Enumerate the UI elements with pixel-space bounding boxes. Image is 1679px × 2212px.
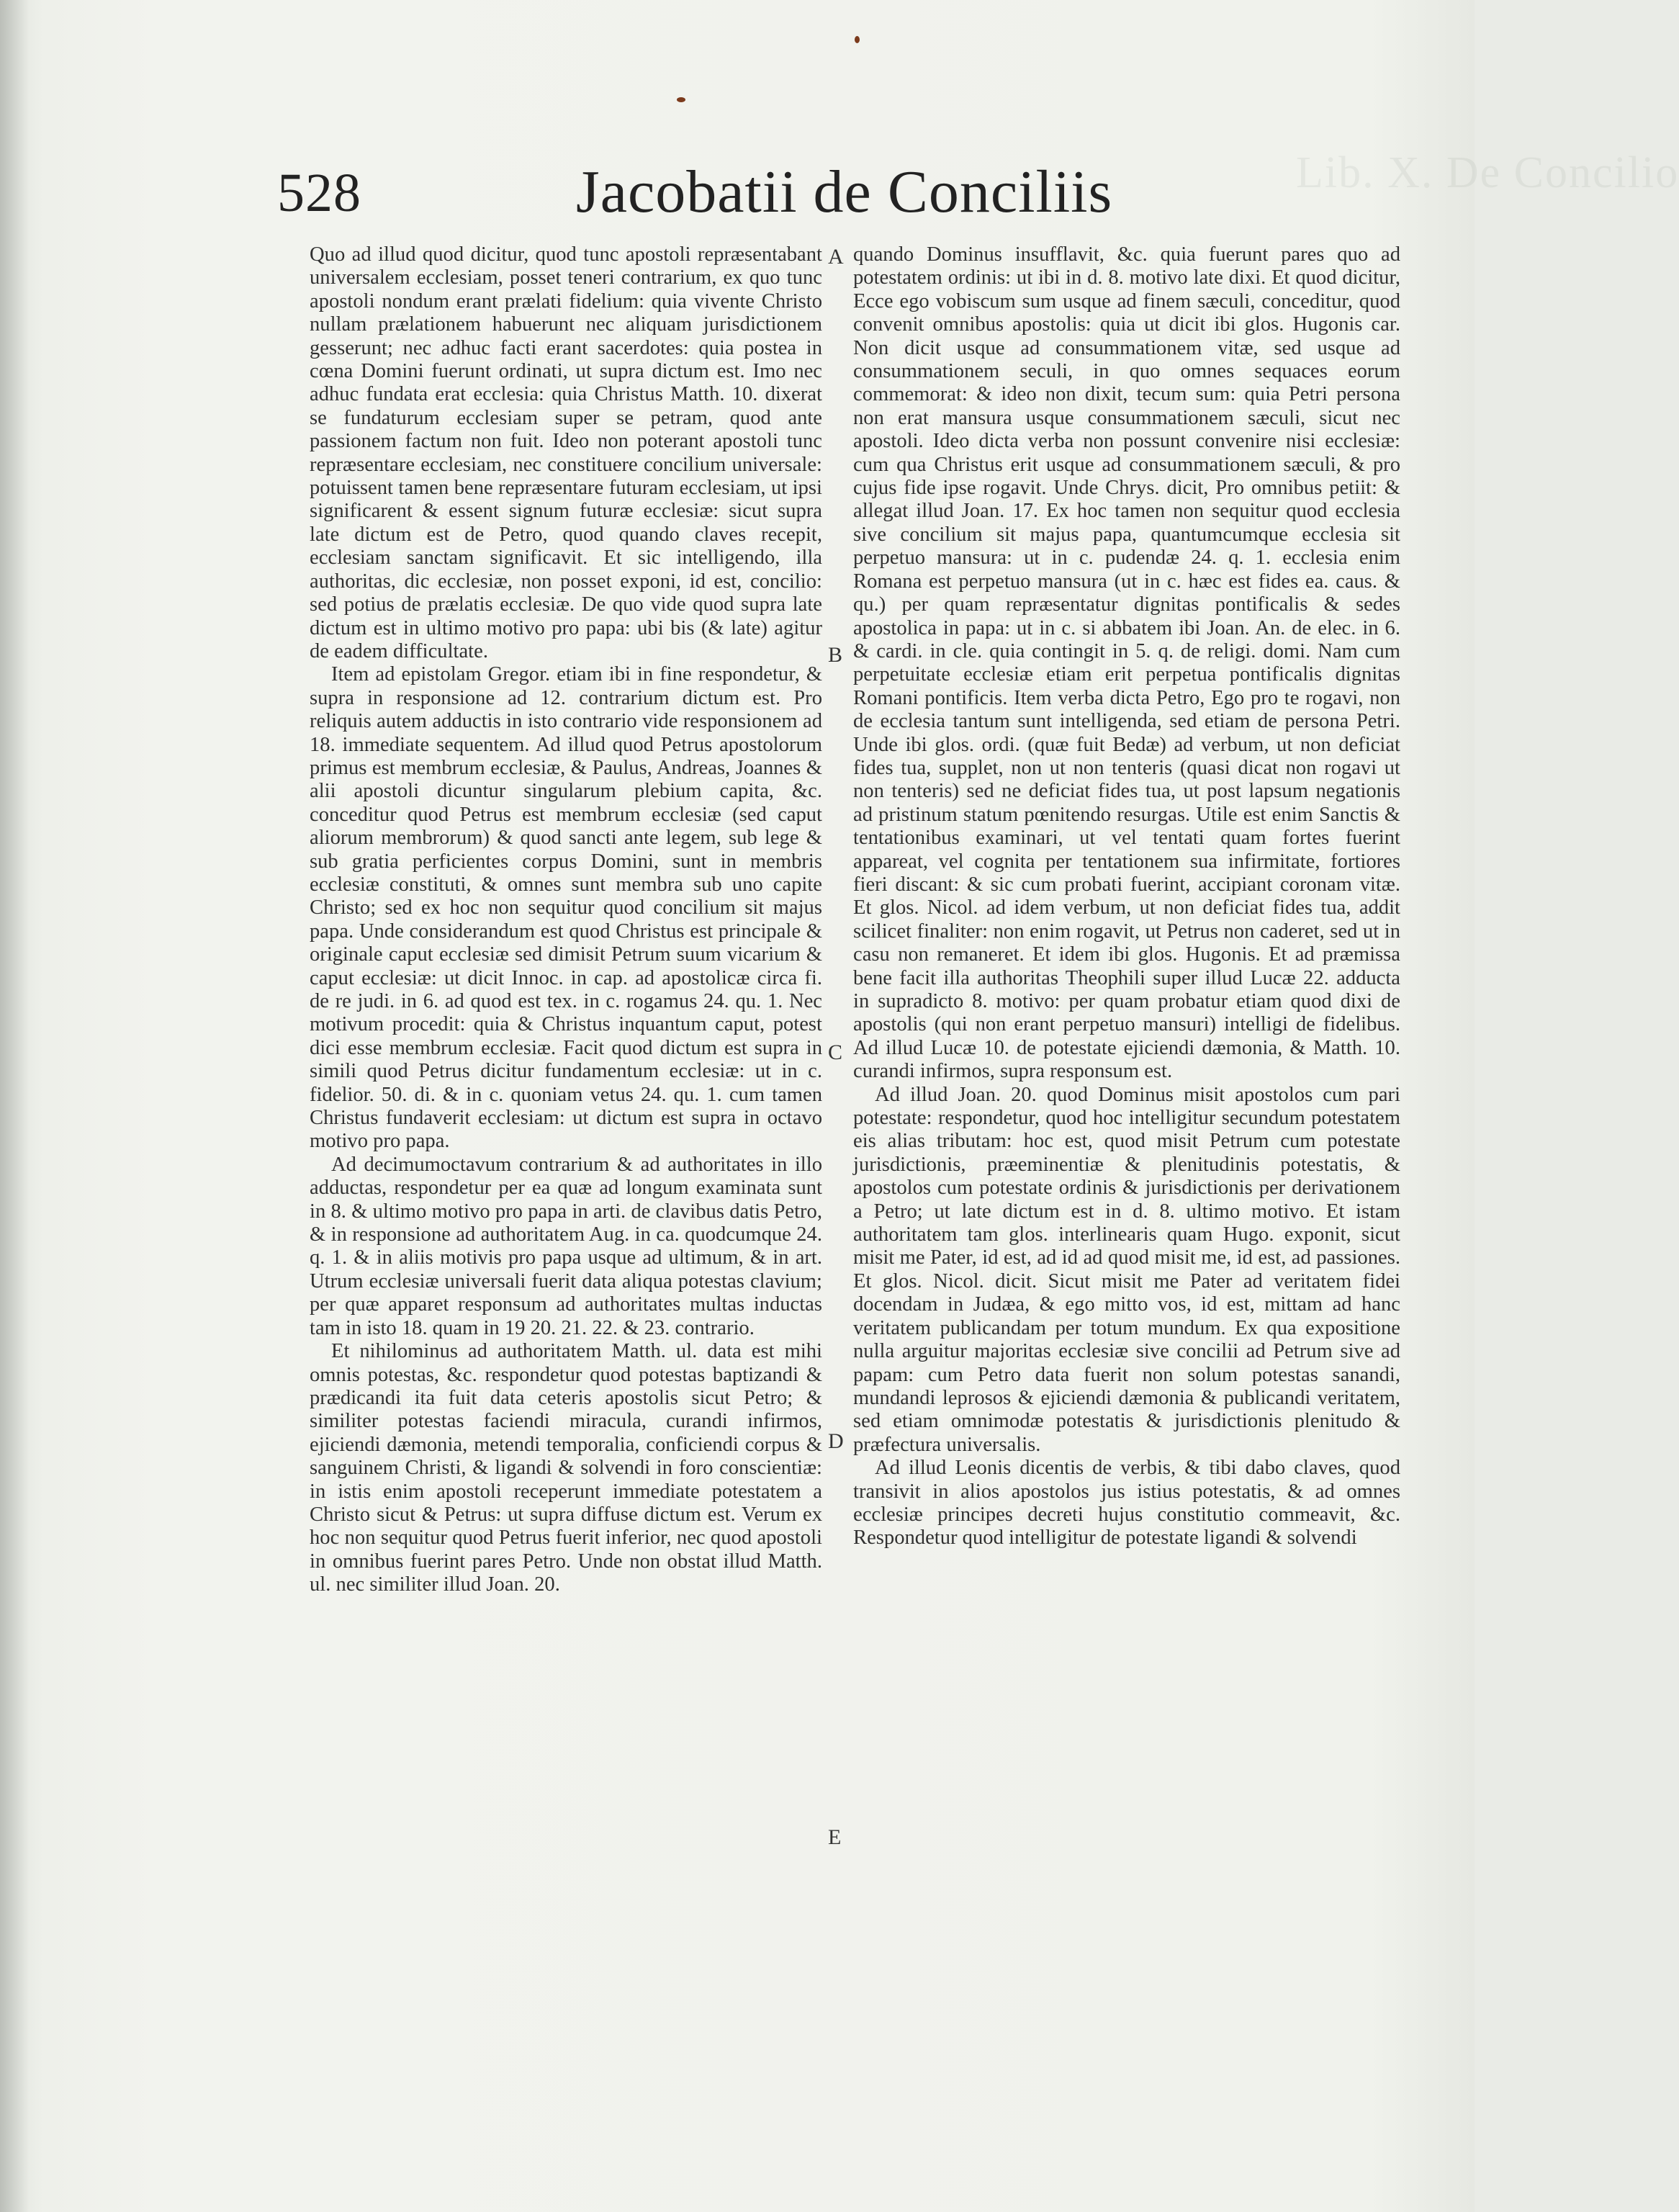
margin-marker-e: E: [828, 1825, 842, 1849]
margin-marker-d: D: [828, 1429, 844, 1453]
right-column: [853, 243, 1400, 1550]
right-paragraph-3: Ad illud Leonis dicentis de verbis, & tibi dabo claves, quod transivit in alios apostolos jus istius potestatis, & ad omnes ecclesiæ principes decreti hujus constitutio commeavit, &c. Respondetur quod intelligitur de potestate ligandi & solvendi: [853, 1457, 1400, 1550]
left-column: [310, 243, 822, 1597]
left-paragraph-3: Ad decimumoctavum contrarium & ad authoritates in illo adductas, respondetur per ea quæ ad longum examinata sunt in 8. & ultimo motivo pro papa in arti. de clavibus datis Petro, & in responsione ad authoritatem Aug. in ca. quodcumque 24. q. 1. & in aliis motivis pro papa usque ad ultimum, & in art. Utrum ecclesiæ universali fuerit data aliqua potestas clavium; per quæ apparet responsum ad authoritates multas inductas tam in isto 18. quam in 19 20. 21. 22. & 23. contrario.: [310, 1153, 822, 1339]
margin-marker-c: C: [828, 1040, 843, 1064]
ink-spot-top: [855, 36, 860, 43]
left-paragraph-4: Et nihilominus ad authoritatem Matth. ul. data est mihi omnis potestas, &c. respondetur quod potestas baptizandi & prædicandi ita fuit data ceteris apostolis sicut Petro; & similiter potestas faciendi miracula, curandi infirmos, ejiciendi dæmonia, metendi temporalia, conficiendi corpus & sanguinem Christi, & ligandi & solvendi in foro conscientiæ: in istis enim apostoli receperunt immediate potestatem a Christo sicut & Petrus: ut supra diffuse dictum est. Verum ex hoc non sequitur quod Petrus fuerit inferior, nec quod apostoli in omnibus fuerint pares Petro. Unde non obstat illud Matth. ul. nec similiter illud Joan. 20.: [310, 1340, 822, 1596]
running-title: Jacobatii de Conciliis: [576, 158, 1113, 225]
left-paragraph-2: Item ad epistolam Gregor. etiam ibi in fine respondetur, & supra in responsione ad 12. contrarium dictum est. Pro reliquis autem adductis in isto contrario vide responsionem ad 18. immediate sequentem. Ad illud quod Petrus apostolorum primus est membrum ecclesiæ, & Paulus, Andreas, Joannes & alii apostoli dicuntur singularum plebium capita, &c. conceditur quod Petrus est membrum ecclesiæ (sed caput aliorum membrorum) & quod sancti ante legem, sub lege & sub gratia perficientes corpus Domini, sunt in membris ecclesiæ constituti, & omnes sunt membra sub uno capite Christo; sed ex hoc non sequitur quod concilium sit majus papa. Unde considerandum est quod Christus est principale & originale caput ecclesiæ sed dimisit Petrum suum vicarium & caput ecclesiæ: ut dicit Innoc. in cap. ad apostolicæ circa fi. de re judi. in 6. ad quod est tex. in c. rogamus 24. qu. 1. Nec motivum procedit: quia & Christus inquantum caput, potest dici esse membrum ecclesiæ. Facit quod dictum est supra in simili quod Petrus dicitur fundamentum ecclesiæ: ut in c. fidelior. 50. di. & in c. quoniam vetus 24. qu. 1. cum tamen Christus fundaverit ecclesiam: ut dictum est supra in octavo motivo pro papa.: [310, 663, 822, 1153]
binding-shadow: [0, 0, 29, 2212]
margin-marker-b: B: [828, 643, 843, 667]
right-paragraph-1: quando Dominus insufflavit, &c. quia fuerunt pares quo ad potestatem ordinis: ut ibi in d. 8. motivo late dixi. Et quod dicitur, Ecce ego vobiscum sum usque ad finem sæculi, conceditur, quod convenit omnibus apostolis: quia ut dicit ibi glos. Hugonis car. Non dicit usque ad consummationem vitæ, sed usque ad consummationem seculi, in quo omnes sequaces eorum commemorat: & ideo non dixit, tecum sum: quia Petri persona non erat mansura usque consummationem sæculi, sicut nec apostoli. Ideo dicta verba non possunt convenire nisi ecclesiæ: cum qua Christus erit usque ad consummationem sæculi, & pro cujus fide ipse rogavit. Unde Chrys. dicit, Pro omnibus petiit: & allegat illud Joan. 17. Ex hoc tamen non sequitur quod ecclesia sive concilium sit majus papa, quantumcumque ecclesia sit perpetuo mansura: ut in c. pudendæ 24. q. 1. ecclesia enim Romana est perpetuo mansura (ut in c. hæc est fides ea. caus. & qu.) per quam repræsentatur dignitas pontificalis & sedes apostolica in papa: ut in c. si abbatem ibi Joan. An. de elec. in 6. & cardi. in cle. quia contingit in 5. q. de religi. domi. Nam cum perpetuitate ecclesiæ etiam erit perpetua pontificalis dignitas Romani pontificis. Item verba dicta Petro, Ego pro te rogavi, non de ecclesia tantum sunt intelligenda, sed etiam de persona Petri. Unde ibi glos. ordi. (quæ fuit Bedæ) ad verbum, ut non deficiat fides tua, supplet, non ut non tenteris (quasi dicat non rogavi ut non tenteris) sed ne deficiat fides tua, ut post lapsum negationis ad pristinum statum pœnitendo resurgas. Utile est enim Sanctis & tentationibus examinari, ut vel tentati quam fortes fuerint appareat, vel cognita per tentationem sua infirmitate, fortiores fieri discant: & sic cum probati fuerint, accipiant coronam vitæ. Et glos. Nicol. ad idem verbum, ut non deficiat fides tua, addit scilicet finaliter: non enim rogavit, ut Petrus non caderet, sed ut in casu non remaneret. Et idem ibi glos. Hugonis. Et ad præmissa bene facit illa authoritas Theophili super illud Lucæ 22. adducta in supradicto 8. motivo: per quam probatur etiam quod dixi de apostolis (qui non erant perpetuo mansuri) intelligi de fidelibus. Ad illud Lucæ 10. de potestate ejiciendi dæmonia, & Matth. 10. curandi infirmos, supra responsum est.: [853, 243, 1400, 1083]
bleed-through-title: Lib. X. De Concilio: [1296, 148, 1679, 197]
right-paragraph-2: Ad illud Joan. 20. quod Dominus misit apostolos cum pari potestate: respondetur, quod hoc intelligitur secundum potestatem eis alias tributam: hoc est, quod misit Petrum cum potestate jurisdictionis, præeminentiæ & plenitudinis potestatis, & apostolos cum potestate ordinis & jurisdictionis per derivationem a Petro; ut late dictum est in d. 8. ultimo motivo. Et istam authoritatem tam glos. interlinearis quam Hugo. exponit, sicut misit me Pater, id est, ad id ad quod misit me, id est, ad passiones. Et glos. Nicol. dicit. Sicut misit me Pater ad veritatem fidei docendam in Judæa, & ego mitto vos, id est, mittam ad hanc veritatem publicandam per totum mundum. Ex qua expositione nulla arguitur majoritas ecclesiæ sive concilii ad Petrum sive ad papam: cum Petro data fuerit non solum potestas sanandi, mundandi leprosos & ejiciendi dæmonia & publicandi veritatem, sed etiam omnimodæ potestatis & jurisdictionis plenitudo & præfectura universalis.: [853, 1083, 1400, 1456]
page-number: 528: [277, 163, 361, 223]
left-paragraph-1: Quo ad illud quod dicitur, quod tunc apostoli repræsentabant universalem ecclesiam, posset teneri contrarium, ex quo tunc apostoli nondum erant prælati fidelium: quia vivente Christo nullam prælationem habuerunt nec aliquam jurisdictionem gesserunt; nec adhuc facti erant sacerdotes: quia postea in cœna Domini fuerunt ordinati, ut supra dictum est. Imo nec adhuc fundata erat ecclesia: quia Christus Matth. 10. dixerat se fundaturum ecclesiam super se petram, quod ante passionem factum non fuit. Ideo non poterant apostoli tunc repræsentare ecclesiam, nec constituere concilium universale: potuissent tamen bene repræsentare futuram ecclesiam, ut ipsi significarent & essent signum futuræ ecclesiæ: sicut supra late dictum est de Petro, quod quando claves recepit, ecclesiam sanctam significavit. Et sic intelligendo, illa authoritas, dic ecclesiæ, non posset exponi, id est, concilio: sed potius de prælatis ecclesiæ. De quo vide quod supra late dictum est in ultimo motivo pro papa: ubi bis (& late) agitur de eadem difficultate.: [310, 243, 822, 662]
margin-marker-a: A: [828, 245, 844, 269]
ink-spot-header: [677, 97, 685, 102]
